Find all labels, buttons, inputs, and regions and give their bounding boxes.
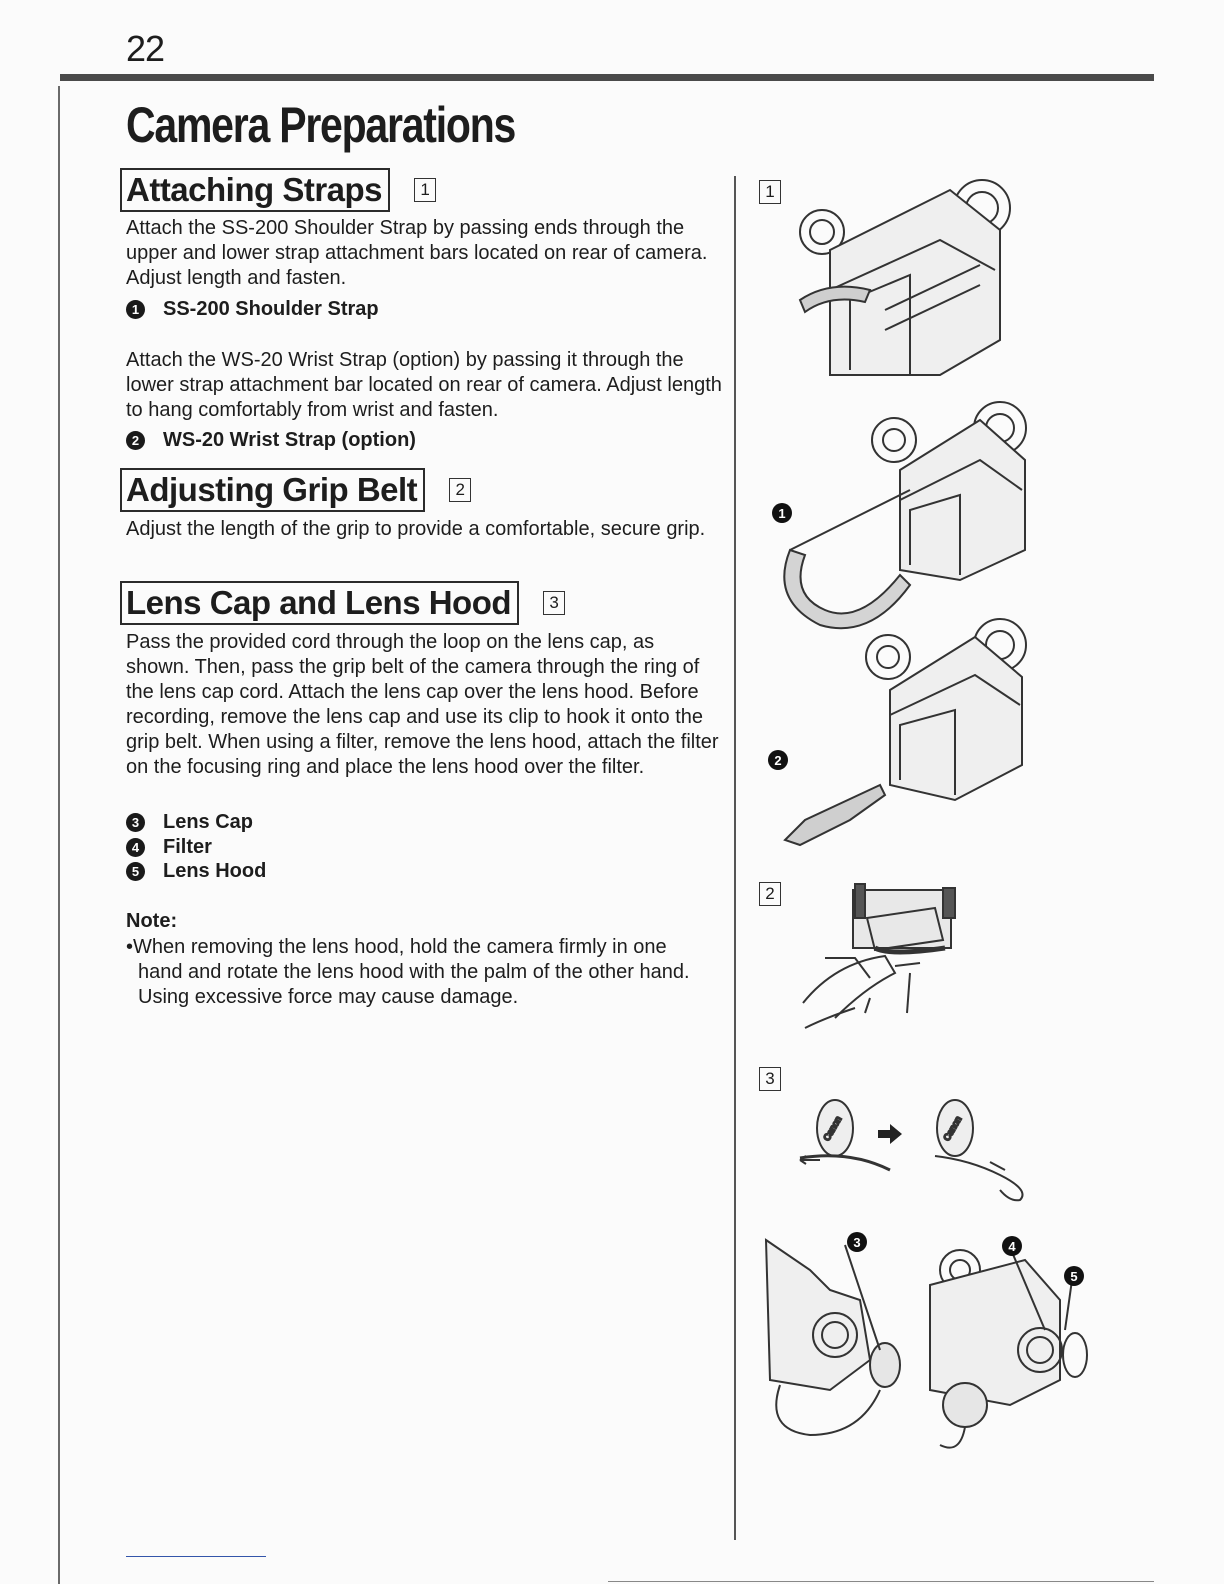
- footer-line: [126, 1556, 266, 1557]
- section-heading-lens: [120, 581, 565, 625]
- header-rule: [60, 74, 1154, 81]
- callout-2-label: 2: [774, 753, 782, 768]
- callout-number-1: 1: [126, 300, 145, 319]
- callout-number-2: 2: [126, 431, 145, 450]
- callout-number-3: 3: [126, 813, 145, 832]
- section-title: Lens Cap and Lens Hood: [120, 581, 519, 625]
- note-item: [126, 935, 716, 1010]
- item-label: Lens Hood: [163, 860, 267, 882]
- page-title: Camera Preparations: [126, 97, 516, 153]
- camera-wrist-strap-illustration: [760, 615, 1040, 860]
- paragraph-grip-belt: Adjust the length of the grip to provide a comfortable, secure grip.: [126, 518, 706, 540]
- item-label: WS-20 Wrist Strap (option): [163, 429, 416, 451]
- item-filter: [126, 836, 212, 859]
- item-lens-cap: [126, 811, 253, 834]
- grip-belt-adjust-illustration: [795, 878, 970, 1043]
- figure-reference: 1: [414, 178, 436, 202]
- arrow-right-icon: [878, 1124, 902, 1144]
- item-lens-hood: [126, 860, 266, 883]
- camera-shoulder-strap-attached-illustration: [760, 400, 1040, 640]
- bullet-dot: •: [126, 936, 134, 958]
- note-text: When removing the lens hood, hold the camera firmly in one hand and rotate the lens hood with the palm of the other hand. Using excessive force may cause damage.: [133, 936, 690, 1008]
- column-divider: [734, 176, 736, 1540]
- callout-5-label: 5: [1070, 1269, 1078, 1284]
- callout-number-5: 5: [126, 862, 145, 881]
- section-heading-straps: [120, 168, 436, 212]
- item-wrist-strap: [126, 429, 416, 452]
- paragraph-lens-cap: Pass the provided cord through the loop on the lens cap, as shown. Then, pass the grip belt of the camera through the ring of the lens cap cord. Attach the lens cap over the lens hood. Before recording, remove the lens cap and use its clip to hook it onto the grip belt. When using a filter, remove the lens hood, attach the filter on the focusing ring and place the lens hood over the filter.: [126, 631, 719, 778]
- item-label: Filter: [163, 836, 212, 858]
- callout-3-label: 3: [853, 1235, 861, 1250]
- figure-label-3: 3: [759, 1067, 781, 1091]
- lens-cap-hood-filter-illustration: [760, 1230, 1100, 1460]
- cap-brand-text: Canon: [821, 1114, 844, 1143]
- note-title: Note:: [126, 910, 178, 932]
- section-title: Adjusting Grip Belt: [120, 468, 425, 512]
- section-title: Attaching Straps: [120, 168, 390, 212]
- paragraph-shoulder-strap: Attach the SS-200 Shoulder Strap by passing ends through the upper and lower strap attachment bars located on rear of camera. Adjust length and fasten.: [126, 217, 708, 289]
- cap-brand-text: Canon: [941, 1114, 964, 1143]
- figure-reference: 2: [449, 478, 471, 502]
- lens-cap-cord-illustration: [790, 1090, 1040, 1210]
- item-label: SS-200 Shoulder Strap: [163, 298, 379, 320]
- item-shoulder-strap: [126, 298, 379, 321]
- camera-shoulder-strap-illustration: [790, 170, 1040, 380]
- item-label: Lens Cap: [163, 811, 254, 833]
- page-number: 22: [126, 28, 165, 69]
- figure-reference: 3: [543, 591, 565, 615]
- paragraph-wrist-strap: Attach the WS-20 Wrist Strap (option) by passing it through the lower strap attachment bar located on rear of camera. Adjust length to hang comfortably from wrist and fasten.: [126, 349, 722, 421]
- callout-number-4: 4: [126, 838, 145, 857]
- footer-edge-line: [608, 1581, 1154, 1582]
- figure-label-2: 2: [759, 882, 781, 906]
- figure-label-1: 1: [759, 180, 781, 204]
- callout-1-label: 1: [778, 506, 786, 521]
- callout-4-label: 4: [1008, 1239, 1016, 1254]
- page-edge: [58, 86, 60, 1584]
- section-heading-grip: [120, 468, 471, 512]
